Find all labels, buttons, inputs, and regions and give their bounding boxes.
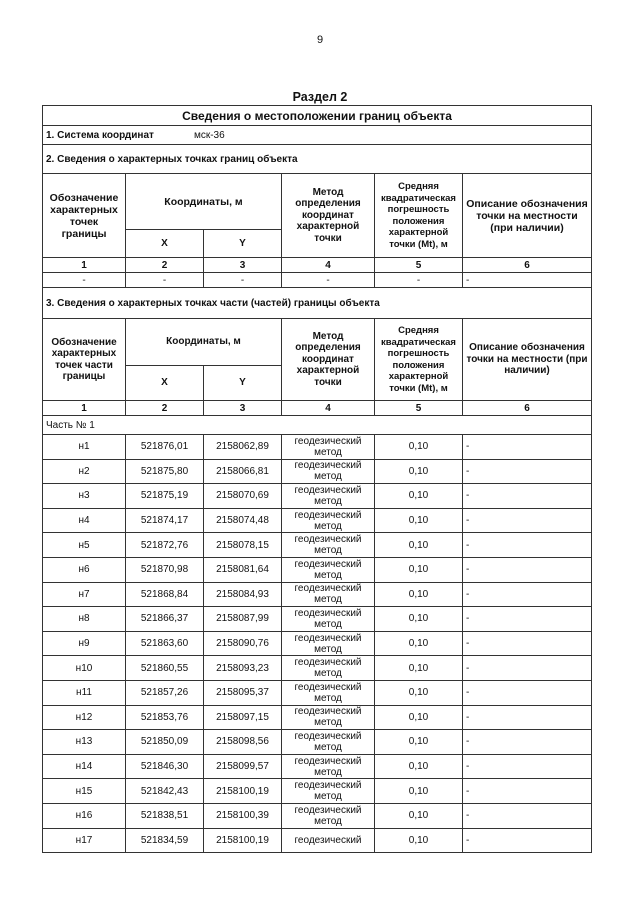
point-id: н6 bbox=[43, 557, 126, 582]
table-row bbox=[43, 533, 592, 558]
point-id: н7 bbox=[43, 582, 126, 607]
description-cell: - bbox=[463, 779, 592, 804]
sec2-col-number: 5 bbox=[375, 258, 463, 273]
method-cell: геодезический метод bbox=[282, 557, 375, 582]
sec3-header-y: Y bbox=[204, 366, 282, 401]
table-row bbox=[43, 779, 592, 804]
sec2-header-x: X bbox=[126, 230, 204, 258]
mt-cell: 0,10 bbox=[375, 508, 463, 533]
sec2-dash-cell: - bbox=[126, 273, 204, 288]
method-cell: геодезический метод bbox=[282, 435, 375, 460]
coord-y: 2158090,76 bbox=[204, 631, 282, 656]
coord-x: 521842,43 bbox=[126, 779, 204, 804]
coord-y: 2158087,99 bbox=[204, 607, 282, 632]
sec2-title: 2. Сведения о характерных точках границ объекта bbox=[43, 145, 592, 174]
table-row bbox=[43, 803, 592, 828]
sec2-header-designation: Обозначение характерных точек границы bbox=[43, 174, 126, 258]
sec3-col-number: 6 bbox=[463, 401, 592, 416]
coord-x: 521857,26 bbox=[126, 680, 204, 705]
sec3-header-x: X bbox=[126, 366, 204, 401]
sec2-col-number: 3 bbox=[204, 258, 282, 273]
method-cell: геодезический метод bbox=[282, 484, 375, 509]
point-id: н1 bbox=[43, 435, 126, 460]
table-row bbox=[43, 508, 592, 533]
table-row bbox=[43, 607, 592, 632]
part-label: Часть № 1 bbox=[43, 416, 592, 435]
sec2-dash-cell: - bbox=[204, 273, 282, 288]
point-id: н17 bbox=[43, 828, 126, 853]
coord-x: 521846,30 bbox=[126, 754, 204, 779]
mt-cell: 0,10 bbox=[375, 656, 463, 681]
boundary-table bbox=[42, 105, 592, 853]
method-cell: геодезический метод bbox=[282, 631, 375, 656]
sec2-header-y: Y bbox=[204, 230, 282, 258]
description-cell: - bbox=[463, 435, 592, 460]
table-row bbox=[43, 680, 592, 705]
table-row bbox=[43, 582, 592, 607]
page-number: 9 bbox=[316, 34, 324, 46]
method-cell: геодезический метод bbox=[282, 508, 375, 533]
coord-x: 521876,01 bbox=[126, 435, 204, 460]
coord-x: 521860,55 bbox=[126, 656, 204, 681]
sec2-col-number: 4 bbox=[282, 258, 375, 273]
sec3-header-designation: Обозначение характерных точек части границы bbox=[43, 319, 126, 401]
main-title: Сведения о местоположении границ объекта bbox=[43, 106, 592, 126]
coord-x: 521866,37 bbox=[126, 607, 204, 632]
mt-cell: 0,10 bbox=[375, 705, 463, 730]
coord-y: 2158062,89 bbox=[204, 435, 282, 460]
table-row bbox=[43, 557, 592, 582]
coord-y: 2158066,81 bbox=[204, 459, 282, 484]
sec3-col-number: 5 bbox=[375, 401, 463, 416]
sec3-header-method: Метод определения координат характерной точки bbox=[282, 319, 375, 401]
sec3-col-number: 4 bbox=[282, 401, 375, 416]
coord-y: 2158074,48 bbox=[204, 508, 282, 533]
mt-cell: 0,10 bbox=[375, 435, 463, 460]
mt-cell: 0,10 bbox=[375, 680, 463, 705]
sec2-dash-cell: - bbox=[463, 273, 592, 288]
coord-system-value: мск-36 bbox=[193, 129, 225, 141]
method-cell: геодезический bbox=[282, 828, 375, 853]
coord-y: 2158100,19 bbox=[204, 828, 282, 853]
method-cell: геодезический метод bbox=[282, 779, 375, 804]
method-cell: геодезический метод bbox=[282, 705, 375, 730]
table-row bbox=[43, 631, 592, 656]
coord-system-label: 1. Система координат bbox=[46, 129, 154, 141]
description-cell: - bbox=[463, 557, 592, 582]
coord-x: 521872,76 bbox=[126, 533, 204, 558]
point-id: н5 bbox=[43, 533, 126, 558]
mt-cell: 0,10 bbox=[375, 533, 463, 558]
coord-y: 2158099,57 bbox=[204, 754, 282, 779]
sec3-col-number: 2 bbox=[126, 401, 204, 416]
description-cell: - bbox=[463, 730, 592, 755]
method-cell: геодезический метод bbox=[282, 803, 375, 828]
mt-cell: 0,10 bbox=[375, 484, 463, 509]
table-row bbox=[43, 656, 592, 681]
point-id: н8 bbox=[43, 607, 126, 632]
mt-cell: 0,10 bbox=[375, 607, 463, 632]
sec3-col-number: 3 bbox=[204, 401, 282, 416]
description-cell: - bbox=[463, 484, 592, 509]
sec2-header-coords: Координаты, м bbox=[126, 174, 282, 230]
point-id: н3 bbox=[43, 484, 126, 509]
table-row bbox=[43, 435, 592, 460]
coord-x: 521868,84 bbox=[126, 582, 204, 607]
description-cell: - bbox=[463, 631, 592, 656]
mt-cell: 0,10 bbox=[375, 779, 463, 804]
method-cell: геодезический метод bbox=[282, 582, 375, 607]
sec3-col-number: 1 bbox=[43, 401, 126, 416]
coord-y: 2158078,15 bbox=[204, 533, 282, 558]
section-title: Раздел 2 bbox=[292, 90, 348, 104]
mt-cell: 0,10 bbox=[375, 582, 463, 607]
mt-cell: 0,10 bbox=[375, 631, 463, 656]
point-id: н2 bbox=[43, 459, 126, 484]
sec2-header-method: Метод определения координат характерной точки bbox=[282, 174, 375, 258]
point-id: н4 bbox=[43, 508, 126, 533]
table-row bbox=[43, 754, 592, 779]
coord-y: 2158100,19 bbox=[204, 779, 282, 804]
coord-y: 2158070,69 bbox=[204, 484, 282, 509]
method-cell: геодезический метод bbox=[282, 656, 375, 681]
sec2-header-error: Средняя квадратическая погрешность положения характерной точки (Mt), м bbox=[375, 174, 463, 258]
coord-y: 2158095,37 bbox=[204, 680, 282, 705]
description-cell: - bbox=[463, 533, 592, 558]
sec3-header-description: Описание обозначения точки на местности (при наличии) bbox=[463, 319, 592, 401]
mt-cell: 0,10 bbox=[375, 803, 463, 828]
description-cell: - bbox=[463, 803, 592, 828]
description-cell: - bbox=[463, 828, 592, 853]
coord-y: 2158093,23 bbox=[204, 656, 282, 681]
mt-cell: 0,10 bbox=[375, 730, 463, 755]
description-cell: - bbox=[463, 607, 592, 632]
point-id: н16 bbox=[43, 803, 126, 828]
coord-y: 2158081,64 bbox=[204, 557, 282, 582]
point-id: н14 bbox=[43, 754, 126, 779]
coord-x: 521863,60 bbox=[126, 631, 204, 656]
coord-x: 521874,17 bbox=[126, 508, 204, 533]
coord-x: 521850,09 bbox=[126, 730, 204, 755]
method-cell: геодезический метод bbox=[282, 754, 375, 779]
point-id: н15 bbox=[43, 779, 126, 804]
coord-system-row bbox=[43, 126, 592, 145]
sec2-col-number: 2 bbox=[126, 258, 204, 273]
method-cell: геодезический метод bbox=[282, 730, 375, 755]
coord-x: 521834,59 bbox=[126, 828, 204, 853]
table-row bbox=[43, 459, 592, 484]
sec2-header-description: Описание обозначения точки на местности (при наличии) bbox=[463, 174, 592, 258]
sec2-col-number: 1 bbox=[43, 258, 126, 273]
coord-x: 521875,19 bbox=[126, 484, 204, 509]
description-cell: - bbox=[463, 459, 592, 484]
sec2-dash-cell: - bbox=[43, 273, 126, 288]
mt-cell: 0,10 bbox=[375, 754, 463, 779]
sec3-header-coords: Координаты, м bbox=[126, 319, 282, 366]
coord-x: 521838,51 bbox=[126, 803, 204, 828]
method-cell: геодезический метод bbox=[282, 607, 375, 632]
point-id: н10 bbox=[43, 656, 126, 681]
coord-x: 521853,76 bbox=[126, 705, 204, 730]
description-cell: - bbox=[463, 705, 592, 730]
sec3-header-error: Средняя квадратическая погрешность положения характерной точки (Mt), м bbox=[375, 319, 463, 401]
point-id: н9 bbox=[43, 631, 126, 656]
point-id: н11 bbox=[43, 680, 126, 705]
mt-cell: 0,10 bbox=[375, 828, 463, 853]
point-id: н12 bbox=[43, 705, 126, 730]
sec2-col-number: 6 bbox=[463, 258, 592, 273]
method-cell: геодезический метод bbox=[282, 459, 375, 484]
description-cell: - bbox=[463, 680, 592, 705]
sec2-dash-cell: - bbox=[375, 273, 463, 288]
mt-cell: 0,10 bbox=[375, 459, 463, 484]
table-row bbox=[43, 828, 592, 853]
description-cell: - bbox=[463, 754, 592, 779]
coord-y: 2158100,39 bbox=[204, 803, 282, 828]
table-row bbox=[43, 730, 592, 755]
coord-x: 521875,80 bbox=[126, 459, 204, 484]
table-row bbox=[43, 705, 592, 730]
table-row bbox=[43, 484, 592, 509]
description-cell: - bbox=[463, 582, 592, 607]
coord-y: 2158084,93 bbox=[204, 582, 282, 607]
sec2-dash-cell: - bbox=[282, 273, 375, 288]
method-cell: геодезический метод bbox=[282, 680, 375, 705]
point-id: н13 bbox=[43, 730, 126, 755]
sec3-title: 3. Сведения о характерных точках части (частей) границы объекта bbox=[43, 288, 592, 319]
coord-x: 521870,98 bbox=[126, 557, 204, 582]
coord-y: 2158097,15 bbox=[204, 705, 282, 730]
description-cell: - bbox=[463, 508, 592, 533]
coord-y: 2158098,56 bbox=[204, 730, 282, 755]
mt-cell: 0,10 bbox=[375, 557, 463, 582]
method-cell: геодезический метод bbox=[282, 533, 375, 558]
description-cell: - bbox=[463, 656, 592, 681]
